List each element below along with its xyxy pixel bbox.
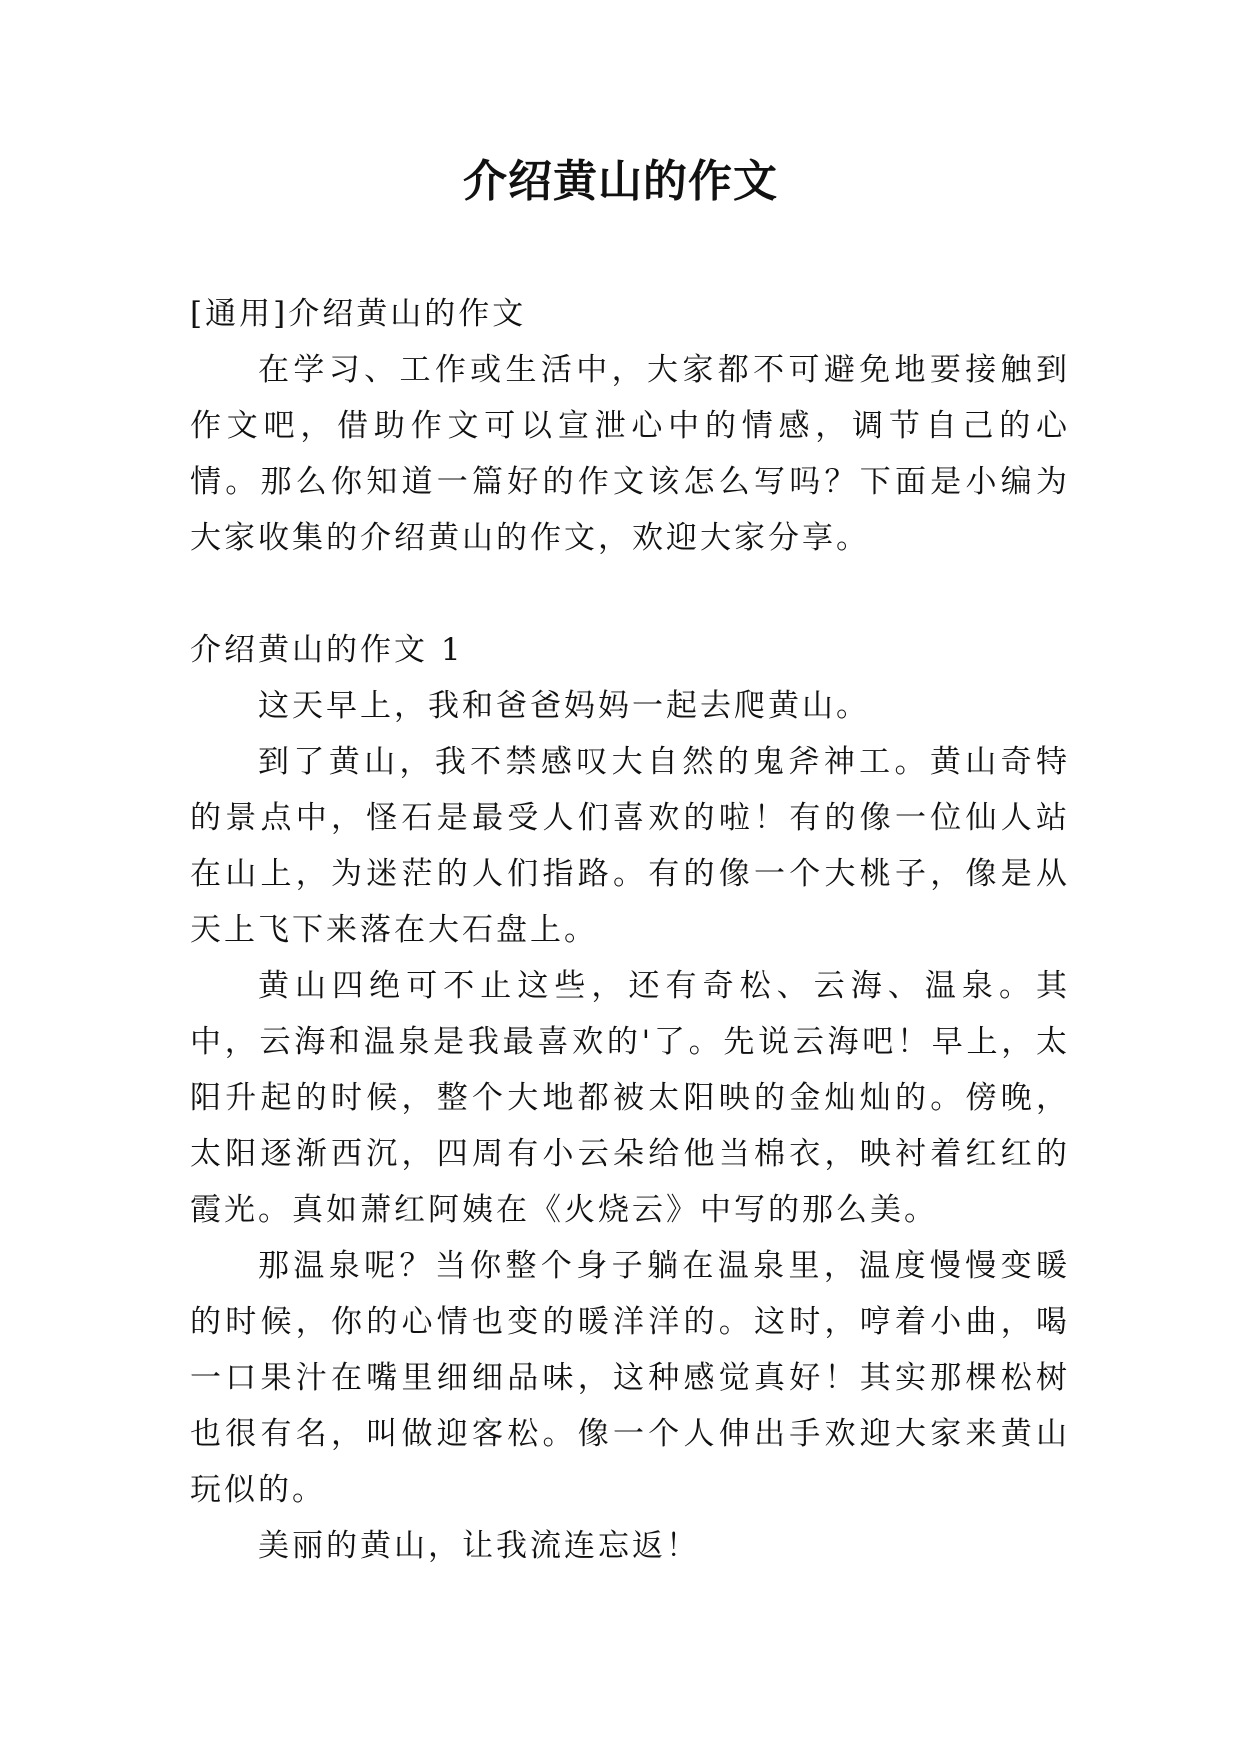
paragraph: 美丽的黄山，让我流连忘返！ bbox=[258, 1528, 700, 1564]
paragraph: 黄山四绝可不止这些，还有奇松、云海、温泉。其中，云海和温泉是我最喜欢的'了。先说云海吧！早上，太阳升起的时候，整个大地都被太阳映的金灿灿的。傍晚，太阳逐渐西沉，四周有小云朵给他当棉衣，映衬着红红的霞光。真如萧红阿姨在《火烧云》中写的那么美。 bbox=[190, 968, 1070, 1228]
section-heading: 介绍黄山的作文 1 bbox=[190, 632, 464, 668]
paragraph: 到了黄山，我不禁感叹大自然的鬼斧神工。黄山奇特的景点中，怪石是最受人们喜欢的啦！有的像一位仙人站在山上，为迷茫的人们指路。有的像一个大桃子，像是从天上飞下来落在大石盘上。 bbox=[190, 744, 1070, 948]
document-subtitle: [通用]介绍黄山的作文 bbox=[190, 296, 527, 332]
intro-paragraph: 在学习、工作或生活中，大家都不可避免地要接触到作文吧，借助作文可以宣泄心中的情感，调节自己的心情。那么你知道一篇好的作文该怎么写吗？下面是小编为大家收集的介绍黄山的作文，欢迎大家分享。 bbox=[190, 352, 1070, 556]
paragraph: 这天早上，我和爸爸妈妈一起去爬黄山。 bbox=[258, 688, 870, 724]
document-body bbox=[190, 286, 1070, 1574]
paragraph: 那温泉呢？当你整个身子躺在温泉里，温度慢慢变暖的时候，你的心情也变的暖洋洋的。这时，哼着小曲，喝一口果汁在嘴里细细品味，这种感觉真好！其实那棵松树也很有名，叫做迎客松。像一个人伸出手欢迎大家来黄山玩似的。 bbox=[190, 1248, 1070, 1508]
document-title: 介绍黄山的作文 bbox=[463, 156, 778, 207]
